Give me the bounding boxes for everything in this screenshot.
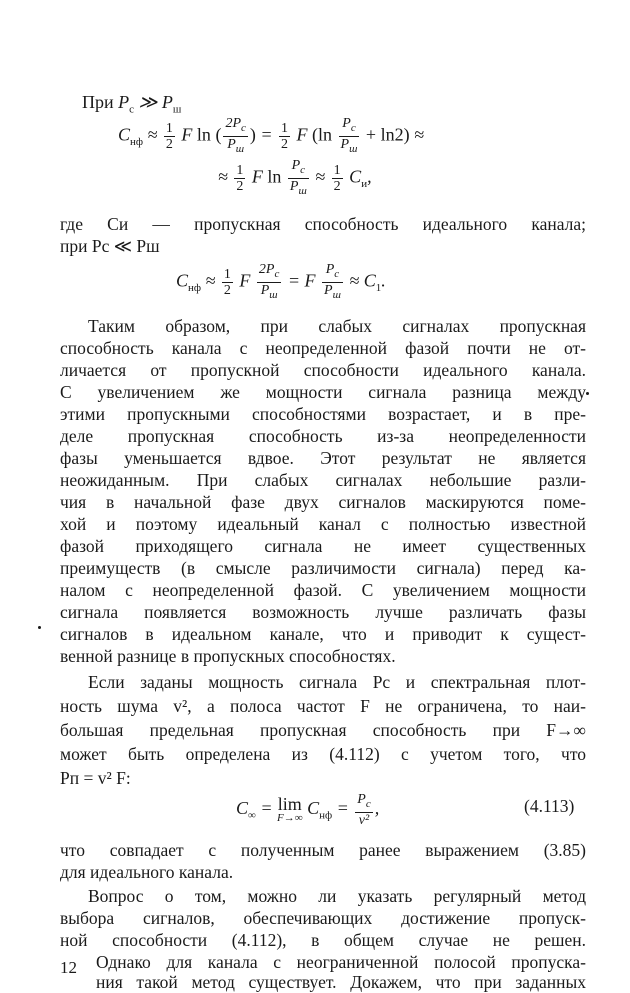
text-line: чия в начальной фазе двух сигналов маскируются поме- [60, 492, 586, 512]
text-line: большая предельная пропускная способность при F→∞ [60, 720, 586, 740]
text-line: способность канала с неопределенной фазой почти не от- [60, 338, 586, 358]
text-line: при Pс ≪ Pш [60, 236, 160, 256]
intro-label: При [82, 92, 114, 112]
text-line: неожиданным. При слабых сигналах небольшие разли- [60, 470, 586, 490]
text-line: преимуществ (в смысле различимости сигнала) перед ка- [60, 558, 586, 578]
text-line: сигналов в идеальном канале, что и приводит к сущест- [60, 624, 586, 644]
text-line: С увеличением же мощности сигнала разница между [60, 382, 586, 402]
text-line: ность шума v², а полоса частот F не ограничена, то наи- [60, 696, 586, 716]
formula-strong-signal-line2: ≈ $\frac{1}{2}$ F ln $\frac{P_с}{P_ш}$ ≈ $\frac{1}{2}$ $C_и$, [218, 158, 372, 197]
text-line: венной разнице в пропускных способностях. [60, 646, 396, 666]
text-line: Таким образом, при слабых сигналах пропускная [88, 316, 586, 336]
text-line: личается от пропускной способности идеального канала. [60, 360, 586, 380]
text-line: Вопрос о том, можно ли указать регулярный метод [88, 886, 586, 906]
formula-strong-signal-line1: $C_{нф}$ ≈ $\frac{1}{2}$ F ln ( $\frac{2P_с}{P_ш}$ ) = $\frac{1}{2}$ F (ln $\frac{P_с}{P_ш}$ + ln2) ≈ [118, 116, 424, 155]
text-line: деле пропускная способность из-за неопределенности [60, 426, 586, 446]
print-speck [38, 626, 41, 629]
text-line: хой и поэтому идеальный канал с полностью известной [60, 514, 586, 534]
text-line: этими пропускными способностями возрастает, и в пре- [60, 404, 586, 424]
text-line: фазы уменьшается вдвое. Этот результат не является [60, 448, 586, 468]
page-number: 12 [60, 958, 77, 977]
text-line: Однако для канала с неограниченной полосой пропуска- [96, 952, 586, 972]
text-line: налом с неопределенной фазой. С увеличением мощности [60, 580, 586, 600]
text-line: для идеального канала. [60, 862, 234, 882]
formula-infinite-band: $C_\infty$ = lim F→∞ $C_{нф}$ = $\frac{P_с}{\text{v²}}$ , [236, 792, 380, 828]
text-line: ной способности (4.112), в общем случае не решен. [60, 930, 586, 950]
text-line: ния такой метод существует. Докажем, что при заданных [96, 972, 586, 992]
text-line: где Cи — пропускная способность идеального канала; [60, 214, 586, 234]
text-line: может быть определена из (4.112) с учетом того, что [60, 744, 586, 764]
formula-weak-signal: $C_{нф}$ ≈ $\frac{1}{2}$ F $\frac{2P_с}{P_ш}$ = F $\frac{P_с}{P_ш}$ ≈ $C_1$. [176, 262, 386, 301]
print-speck [586, 392, 589, 395]
text-line: сигнала появляется возможность лучше различать фазы [60, 602, 586, 622]
text-line: Pп = v² F: [60, 768, 131, 788]
text-line: выбора сигналов, обеспечивающих достижение пропуск- [60, 908, 586, 928]
equation-number: (4.113) [524, 796, 575, 816]
text-line: Если заданы мощность сигнала Pc и спектральная плот- [88, 672, 586, 692]
text-line: что совпадает с полученным ранее выражением (3.85) [60, 840, 586, 860]
text-line: фазой приходящего сигнала не имеет существенных [60, 536, 586, 556]
condition-strong-signal: При $P_с$ ≫ $P_ш$ [82, 92, 182, 116]
